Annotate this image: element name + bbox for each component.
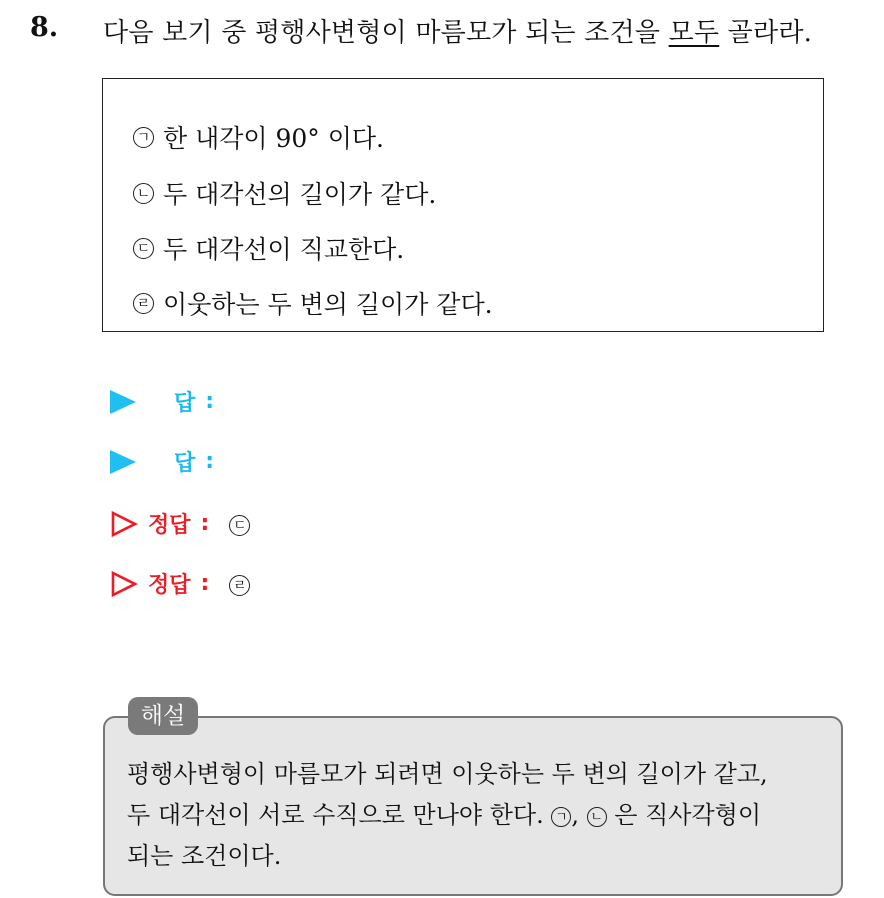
correct-answer-row-2 <box>110 568 250 599</box>
circled-marker-rieul: ㄹ <box>229 575 250 596</box>
play-triangle-icon <box>110 390 136 414</box>
answer-row-2 <box>110 446 214 477</box>
explanation-line-1: 평행사변형이 마름모가 되려면 이웃하는 두 변의 길이가 같고, <box>127 760 768 788</box>
correct-answer-colon: : <box>200 511 210 536</box>
bogi-item-3 <box>133 230 404 266</box>
correct-answer-colon: : <box>200 571 210 596</box>
question-underlined-word: 모두 <box>668 18 720 48</box>
play-triangle-icon <box>110 450 136 474</box>
explanation-box <box>103 716 843 896</box>
circled-marker-rieul: ㄹ <box>133 293 154 314</box>
bogi-item-text: 두 대각선의 길이가 같다. <box>163 180 437 209</box>
answer-colon: : <box>205 389 215 414</box>
bogi-item-text: 한 내각이 90° 이다. <box>163 124 384 153</box>
outline-triangle-icon <box>110 510 138 538</box>
correct-answer-label: 정답 <box>148 573 191 598</box>
correct-answer-label: 정답 <box>148 513 191 538</box>
bogi-box <box>102 78 824 332</box>
correct-answer-row-1 <box>110 508 250 539</box>
circled-marker-giyeok: ㄱ <box>133 127 154 148</box>
bogi-item-text: 이웃하는 두 변의 길이가 같다. <box>163 290 493 319</box>
question-number: 8. <box>30 12 59 43</box>
answer-row-1 <box>110 386 214 417</box>
circled-marker-nieun: ㄴ <box>133 183 154 204</box>
circled-marker-nieun: ㄴ <box>587 807 607 827</box>
explanation-separator: , <box>571 801 579 829</box>
bogi-item-1 <box>133 119 384 155</box>
bogi-item-4 <box>133 285 493 321</box>
question-text-after: 골라라. <box>719 18 813 48</box>
explanation-line-2-start: 두 대각선이 서로 수직으로 만나야 한다. <box>127 801 552 829</box>
answer-colon: : <box>205 449 215 474</box>
circled-marker-giyeok: ㄱ <box>551 807 571 827</box>
circled-marker-digeut: ㄷ <box>229 515 250 536</box>
question-text <box>103 12 812 49</box>
explanation-text <box>127 754 827 877</box>
bogi-item-2 <box>133 175 436 211</box>
answer-label: 답 <box>174 391 196 416</box>
outline-triangle-icon <box>110 570 138 598</box>
circled-marker-digeut: ㄷ <box>133 238 154 259</box>
explanation-tag: 해설 <box>128 697 198 735</box>
explanation-line-3: 되는 조건이다. <box>127 842 282 870</box>
bogi-item-text: 두 대각선이 직교한다. <box>163 235 405 264</box>
explanation-line-2-end: 은 직사각형이 <box>606 801 762 829</box>
explanation-line-2 <box>127 795 827 836</box>
question-text-before: 다음 보기 중 평행사변형이 마름모가 되는 조건을 <box>103 18 669 48</box>
answer-label: 답 <box>174 451 196 476</box>
